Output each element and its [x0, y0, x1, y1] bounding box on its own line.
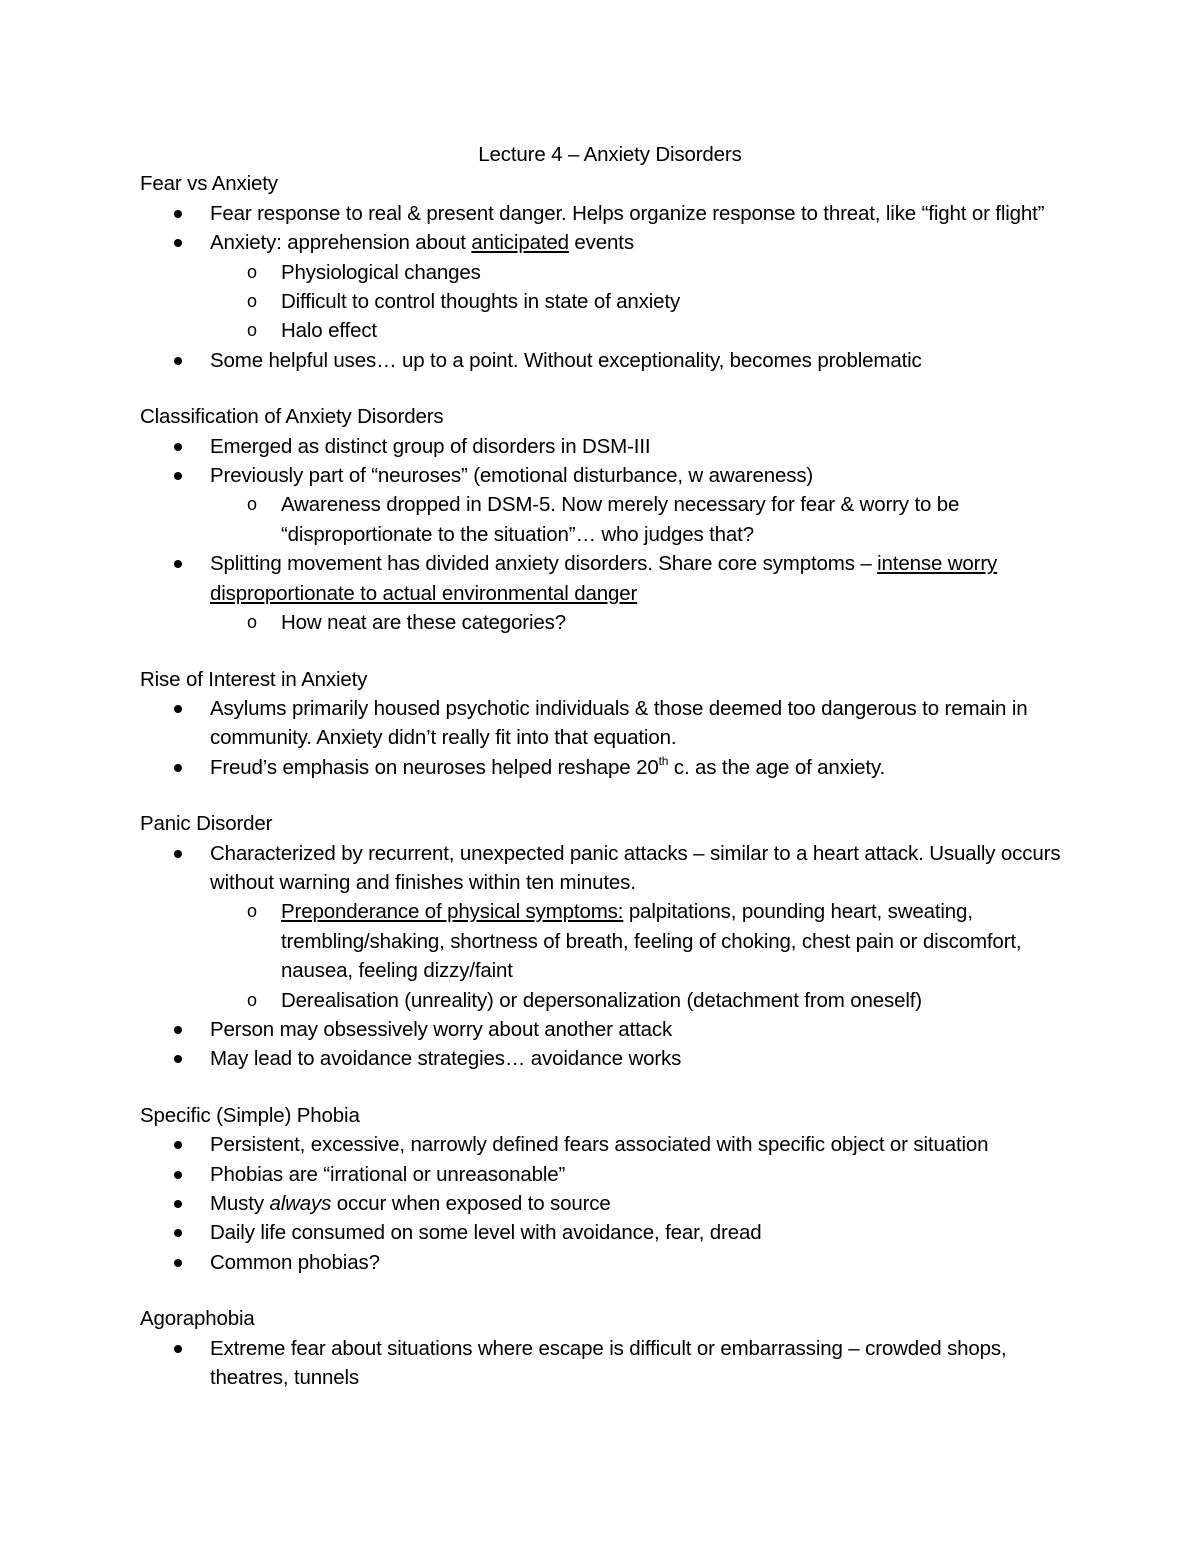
bullet-icon	[174, 210, 182, 218]
sub-list	[210, 608, 1080, 637]
bullet-icon	[174, 1229, 182, 1237]
bullet-icon	[174, 764, 182, 772]
circle-bullet-icon: o	[247, 261, 257, 282]
list-item	[140, 753, 1080, 782]
list-item	[140, 549, 1080, 637]
item-text: occur when exposed to source	[331, 1192, 611, 1215]
item-text: Previously part of “neuroses” (emotional disturbance, w awareness)	[210, 464, 814, 488]
bullet-icon	[174, 357, 182, 365]
list-item	[140, 1189, 1080, 1218]
bullet-icon	[174, 1141, 182, 1149]
bullet-list	[140, 1334, 1080, 1393]
circle-bullet-icon: o	[247, 291, 257, 312]
bullet-icon	[174, 1200, 182, 1208]
section-agoraphobia	[140, 1304, 1080, 1392]
item-text: Asylums primarily housed psychotic individuals & those deemed too dangerous to remain in community. Anxiety didn’t really fit into that equation.	[210, 696, 1028, 750]
item-text: c. as the age of anxiety.	[668, 755, 886, 779]
section-classification	[140, 402, 1080, 637]
sub-list-item	[140, 490, 1080, 549]
sub-list	[210, 258, 1080, 346]
sub-list-item	[140, 258, 1080, 287]
sub-item-text: Awareness dropped in DSM-5. Now merely necessary for fear & worry to be “disproportionate to the situation”… who judges that?	[281, 493, 960, 546]
bullet-icon	[174, 1171, 182, 1179]
list-item	[140, 694, 1080, 753]
item-text: Musty	[210, 1192, 270, 1215]
section-panic-disorder	[140, 809, 1080, 1074]
bullet-icon	[174, 443, 182, 451]
item-text: Anxiety: apprehension about	[210, 231, 472, 255]
underlined-text: intense worry disproportionate to actual environmental danger	[210, 552, 998, 605]
sub-item-text: palpitations, pounding heart, sweating, trembling/shaking, shortness of breath, feeling of choking, chest pain or discomfort, nausea, feeling dizzy/faint	[281, 900, 1022, 983]
sub-list	[210, 897, 1080, 1015]
item-text: Person may obsessively worry about another attack	[210, 1017, 673, 1041]
list-item	[140, 1218, 1080, 1247]
item-text: Characterized by recurrent, unexpected panic attacks – similar to a heart attack. Usually occurs without warning and finishes within ten minutes.	[210, 841, 1061, 894]
item-text: Daily life consumed on some level with avoidance, fear, dread	[210, 1221, 762, 1245]
section-heading: Classification of Anxiety Disorders	[140, 405, 444, 429]
bullet-icon	[174, 1026, 182, 1034]
item-text: events	[568, 231, 634, 255]
sub-item-text: How neat are these categories?	[281, 611, 566, 635]
bullet-list	[140, 199, 1080, 375]
item-text: Phobias are “irrational or unreasonable”	[210, 1162, 566, 1186]
list-item	[140, 228, 1080, 346]
section-heading: Fear vs Anxiety	[140, 172, 278, 196]
sub-list-item	[140, 316, 1080, 345]
section-specific-phobia	[140, 1101, 1080, 1277]
circle-bullet-icon: o	[247, 989, 257, 1010]
item-text: Emerged as distinct group of disorders in DSM-III	[210, 434, 651, 458]
section-fear-vs-anxiety	[140, 169, 1080, 375]
sub-list	[210, 490, 1080, 549]
circle-bullet-icon: o	[247, 612, 257, 633]
section-heading: Agoraphobia	[140, 1307, 255, 1331]
item-text: Splitting movement has divided anxiety disorders. Share core symptoms –	[210, 552, 878, 576]
sub-list-item	[140, 986, 1080, 1015]
bullet-list	[140, 1130, 1080, 1277]
sub-item-text: Difficult to control thoughts in state of anxiety	[281, 290, 681, 314]
item-text: Extreme fear about situations where escape is difficult or embarrassing – crowded shops, theatres, tunnels	[210, 1336, 1007, 1390]
list-item	[140, 1015, 1080, 1044]
list-item	[140, 432, 1080, 461]
list-item	[140, 1044, 1080, 1073]
item-text: Fear response to real & present danger. Helps organize response to threat, like “fight or flight”	[210, 201, 1045, 225]
bullet-icon	[174, 1259, 182, 1267]
sub-list-item	[140, 608, 1080, 637]
section-rise-of-interest	[140, 665, 1080, 783]
bullet-list	[140, 694, 1080, 782]
sub-item-text: Halo effect	[281, 319, 377, 343]
list-item	[140, 199, 1080, 228]
document-body	[140, 140, 1080, 1419]
bullet-icon	[174, 560, 182, 568]
circle-bullet-icon: o	[247, 494, 257, 515]
section-heading: Panic Disorder	[140, 812, 273, 836]
list-item	[140, 839, 1080, 1015]
document-title: Lecture 4 – Anxiety Disorders	[478, 143, 742, 166]
item-text: Freud’s emphasis on neuroses helped reshape 20	[210, 755, 659, 779]
sub-list-item	[140, 287, 1080, 316]
item-text: Common phobias?	[210, 1250, 380, 1274]
bullet-icon	[174, 1055, 182, 1063]
underlined-text: Preponderance of physical symptoms:	[281, 900, 624, 924]
superscript: th	[658, 753, 669, 768]
list-item	[140, 1130, 1080, 1159]
bullet-icon	[174, 1345, 182, 1353]
italic-text: always	[269, 1192, 332, 1215]
bullet-icon	[174, 850, 182, 858]
bullet-list	[140, 839, 1080, 1074]
item-text: Some helpful uses… up to a point. Without exceptionality, becomes problematic	[210, 348, 922, 372]
sub-item-text: Physiological changes	[281, 260, 481, 284]
list-item	[140, 1334, 1080, 1393]
bullet-icon	[174, 239, 182, 247]
section-heading: Rise of Interest in Anxiety	[140, 667, 368, 691]
section-heading: Specific (Simple) Phobia	[140, 1103, 360, 1127]
bullet-list	[140, 432, 1080, 638]
list-item	[140, 1160, 1080, 1189]
underlined-text: anticipated	[471, 231, 569, 255]
sub-item-text: Derealisation (unreality) or depersonalization (detachment from oneself)	[281, 988, 922, 1012]
list-item	[140, 1248, 1080, 1277]
list-item	[140, 461, 1080, 549]
bullet-icon	[174, 472, 182, 480]
circle-bullet-icon: o	[247, 901, 257, 922]
circle-bullet-icon: o	[247, 320, 257, 341]
sub-list-item	[140, 897, 1080, 985]
bullet-icon	[174, 705, 182, 713]
list-item	[140, 346, 1080, 375]
item-text: May lead to avoidance strategies… avoidance works	[210, 1047, 682, 1071]
item-text: Persistent, excessive, narrowly defined fears associated with specific object or situation	[210, 1133, 989, 1157]
